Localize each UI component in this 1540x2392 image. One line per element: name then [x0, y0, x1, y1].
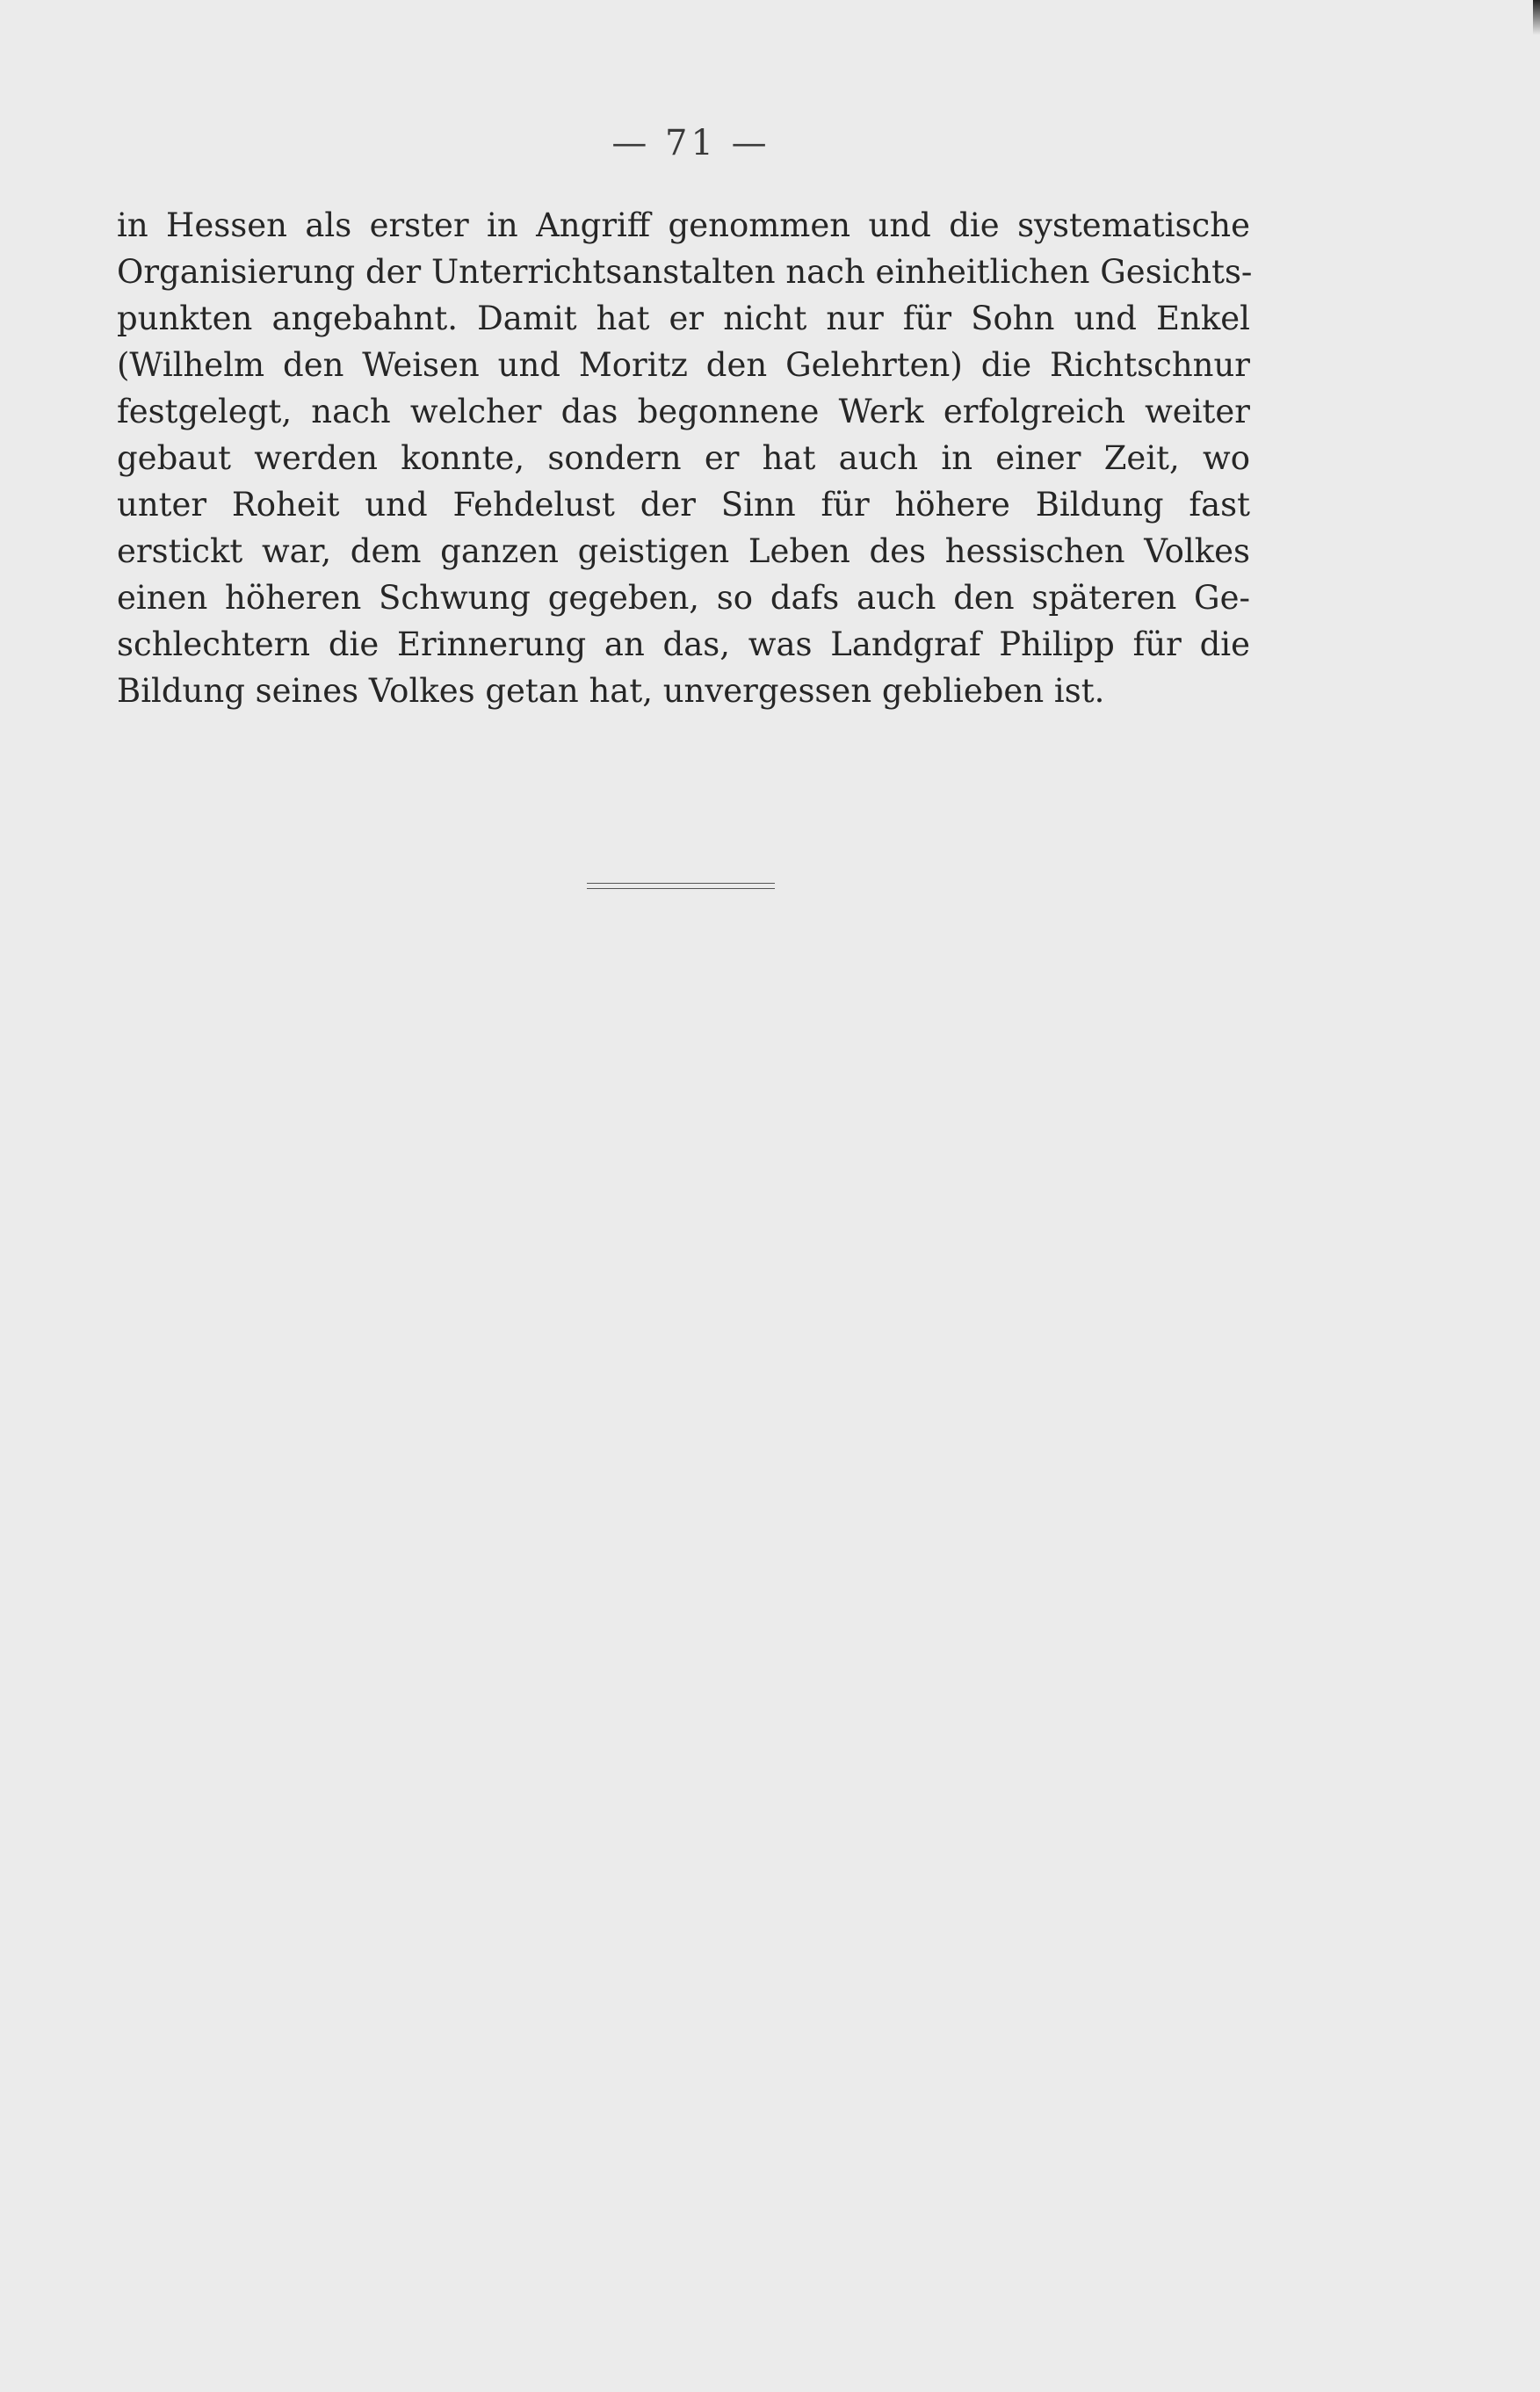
text-line: einen höheren Schwung gegeben, so dafs auch den späteren Ge- [117, 579, 1250, 617]
text-line: (Wilhelm den Weisen und Moritz den Gelehrten) die Richtschnur [117, 346, 1250, 384]
text-line: punkten angebahnt. Damit hat er nicht nur für Sohn und Enkel [117, 300, 1250, 337]
text-line: Bildung seines Volkes getan hat, unvergessen geblieben ist. [117, 672, 1105, 710]
text-line: in Hessen als erster in Angriff genommen und die systematische [117, 206, 1250, 244]
section-end-double-rule [587, 883, 775, 889]
body-paragraph [117, 202, 1253, 714]
text-line: erstickt war, dem ganzen geistigen Leben des hessischen Volkes [117, 532, 1250, 570]
text-line: unter Roheit und Fehdelust der Sinn für höhere Bildung fast [117, 486, 1250, 524]
page-number: — 71 — [611, 123, 770, 163]
text-line: schlechtern die Erinnerung an das, was Landgraf Philipp für die [117, 625, 1250, 663]
text-line: gebaut werden konnte, sondern er hat auch in einer Zeit, wo [117, 439, 1250, 477]
text-line: Organisierung der Unterrichtsanstalten nach einheitlichen Gesichts- [117, 253, 1253, 291]
page-edge-shadow [1533, 0, 1540, 35]
text-line: festgelegt, nach welcher das begonnene Werk erfolgreich weiter [117, 393, 1250, 430]
